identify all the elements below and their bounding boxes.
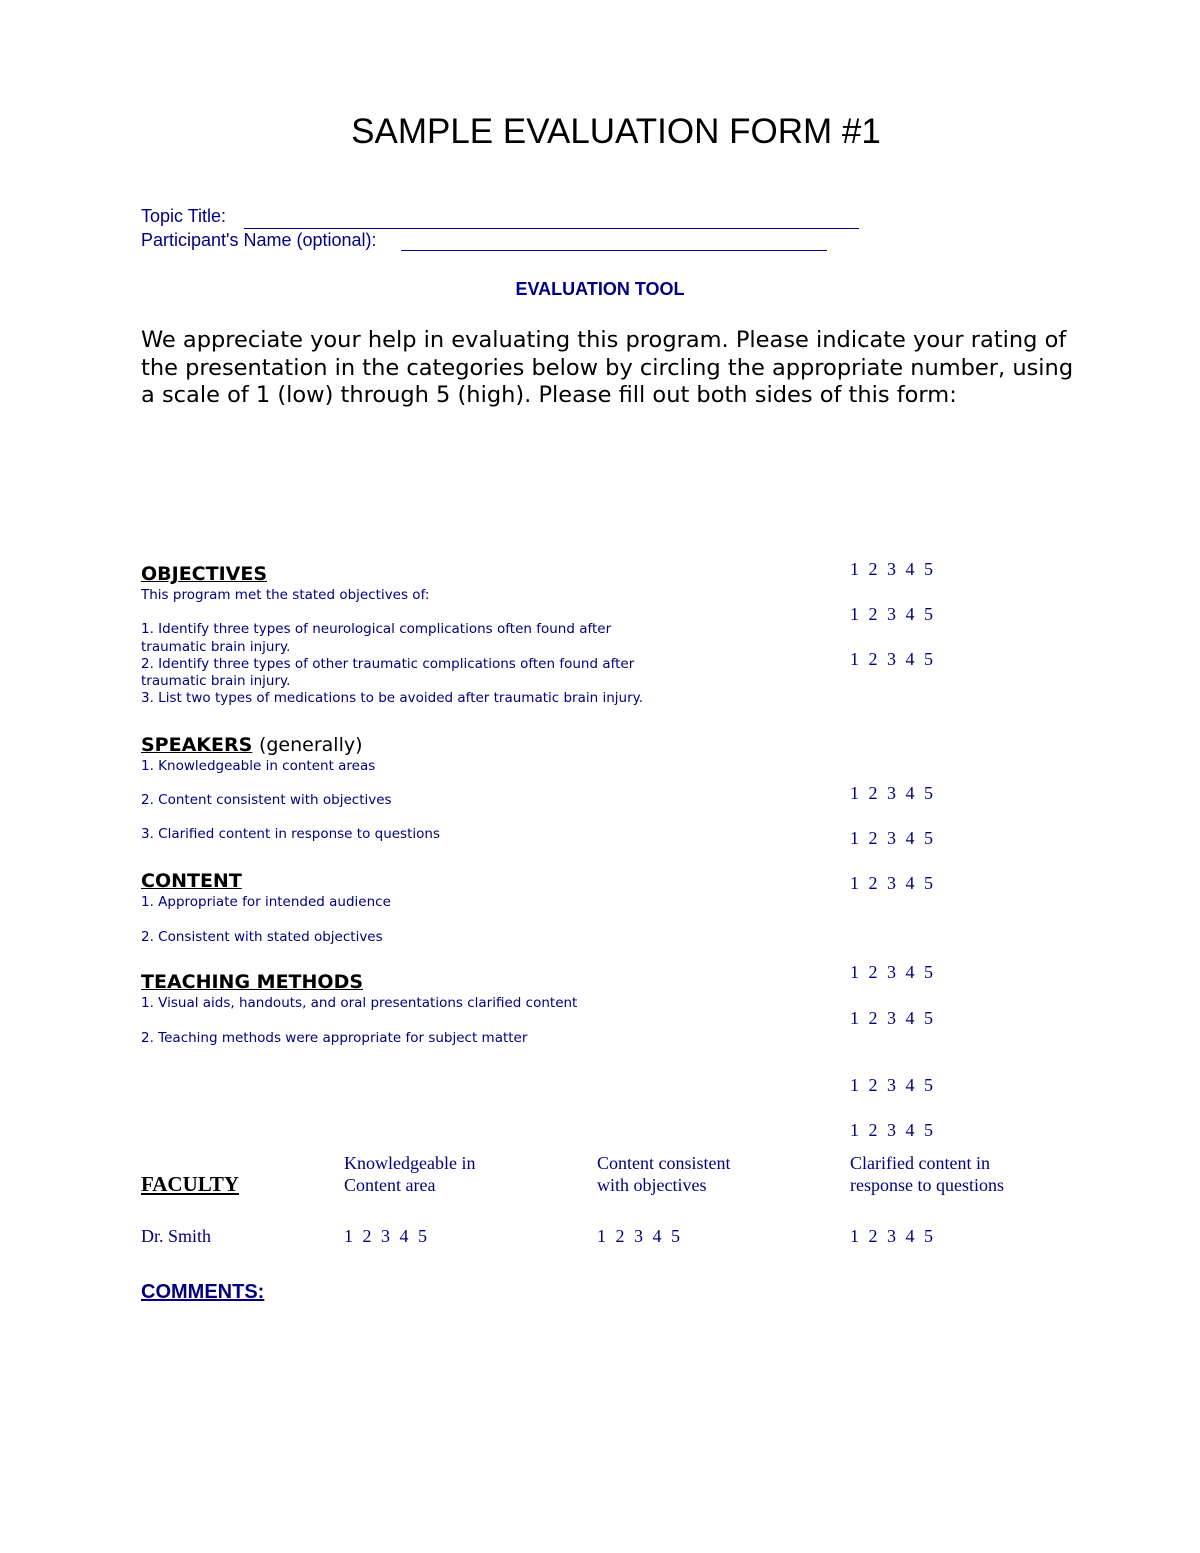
faculty-rating-scale[interactable]: 1 2 3 4 5 xyxy=(344,1226,427,1246)
faculty-rating-scale[interactable]: 1 2 3 4 5 xyxy=(850,1226,933,1246)
participant-name-field[interactable] xyxy=(401,250,827,251)
rating-scale[interactable]: 1 2 3 4 5 xyxy=(850,1120,933,1140)
rating-scale[interactable]: 1 2 3 4 5 xyxy=(850,604,933,624)
rating-scale[interactable]: 1 2 3 4 5 xyxy=(850,873,933,893)
content-item-1: 1. Appropriate for intended audience xyxy=(141,894,391,910)
objectives-intro: This program met the stated objectives of: xyxy=(141,587,430,603)
objective-item-2-cont: traumatic brain injury. xyxy=(141,673,291,689)
speakers-item-1: 1. Knowledgeable in content areas xyxy=(141,758,376,774)
rating-scale[interactable]: 1 2 3 4 5 xyxy=(850,1075,933,1095)
content-heading: CONTENT xyxy=(141,870,242,892)
comments-label: COMMENTS: xyxy=(141,1281,265,1303)
faculty-heading: FACULTY xyxy=(141,1172,240,1196)
objectives-heading: OBJECTIVES xyxy=(141,563,268,585)
rating-scale[interactable]: 1 2 3 4 5 xyxy=(850,649,933,669)
topic-title-field[interactable] xyxy=(244,228,859,229)
rating-scale[interactable]: 1 2 3 4 5 xyxy=(850,828,933,848)
faculty-name: Dr. Smith xyxy=(141,1226,212,1246)
rating-scale[interactable]: 1 2 3 4 5 xyxy=(850,962,933,982)
objective-item-1-cont: traumatic brain injury. xyxy=(141,639,291,655)
rating-scale[interactable]: 1 2 3 4 5 xyxy=(850,1008,933,1028)
topic-title-label: Topic Title: xyxy=(141,206,227,226)
faculty-column-header: Knowledgeable in Content area xyxy=(344,1153,476,1195)
participant-name-label: Participant's Name (optional): xyxy=(141,230,377,250)
faculty-column-header: Clarified content in response to questions xyxy=(850,1153,1004,1195)
intro-paragraph: We appreciate your help in evaluating this program. Please indicate your rating of the presentation in the categories below by circling the appropriate number, using a scale of 1 (low) through 5 (high). Please fill out both sides of this form: xyxy=(141,327,1074,408)
evaluation-tool-heading: EVALUATION TOOL xyxy=(515,279,685,299)
rating-scale[interactable]: 1 2 3 4 5 xyxy=(850,783,933,803)
teaching-methods-heading: TEACHING METHODS xyxy=(141,971,364,993)
teaching-methods-item-1: 1. Visual aids, handouts, and oral presentations clarified content xyxy=(141,995,578,1011)
speakers-item-2: 2. Content consistent with objectives xyxy=(141,792,392,808)
comments-area[interactable] xyxy=(141,1315,1059,1515)
teaching-methods-item-2: 2. Teaching methods were appropriate for subject matter xyxy=(141,1030,528,1046)
page-title: SAMPLE EVALUATION FORM #1 xyxy=(351,112,881,151)
objective-item-3: 3. List two types of medications to be avoided after traumatic brain injury. xyxy=(141,690,643,706)
speakers-item-3: 3. Clarified content in response to questions xyxy=(141,826,440,842)
rating-scale[interactable]: 1 2 3 4 5 xyxy=(850,559,933,579)
speakers-heading: SPEAKERS (generally) xyxy=(141,734,363,756)
content-item-2: 2. Consistent with stated objectives xyxy=(141,929,383,945)
faculty-rating-scale[interactable]: 1 2 3 4 5 xyxy=(597,1226,680,1246)
faculty-column-header: Content consistent with objectives xyxy=(597,1153,731,1195)
objective-item-1: 1. Identify three types of neurological complications often found after xyxy=(141,621,612,637)
objective-item-2: 2. Identify three types of other traumatic complications often found after xyxy=(141,656,635,672)
